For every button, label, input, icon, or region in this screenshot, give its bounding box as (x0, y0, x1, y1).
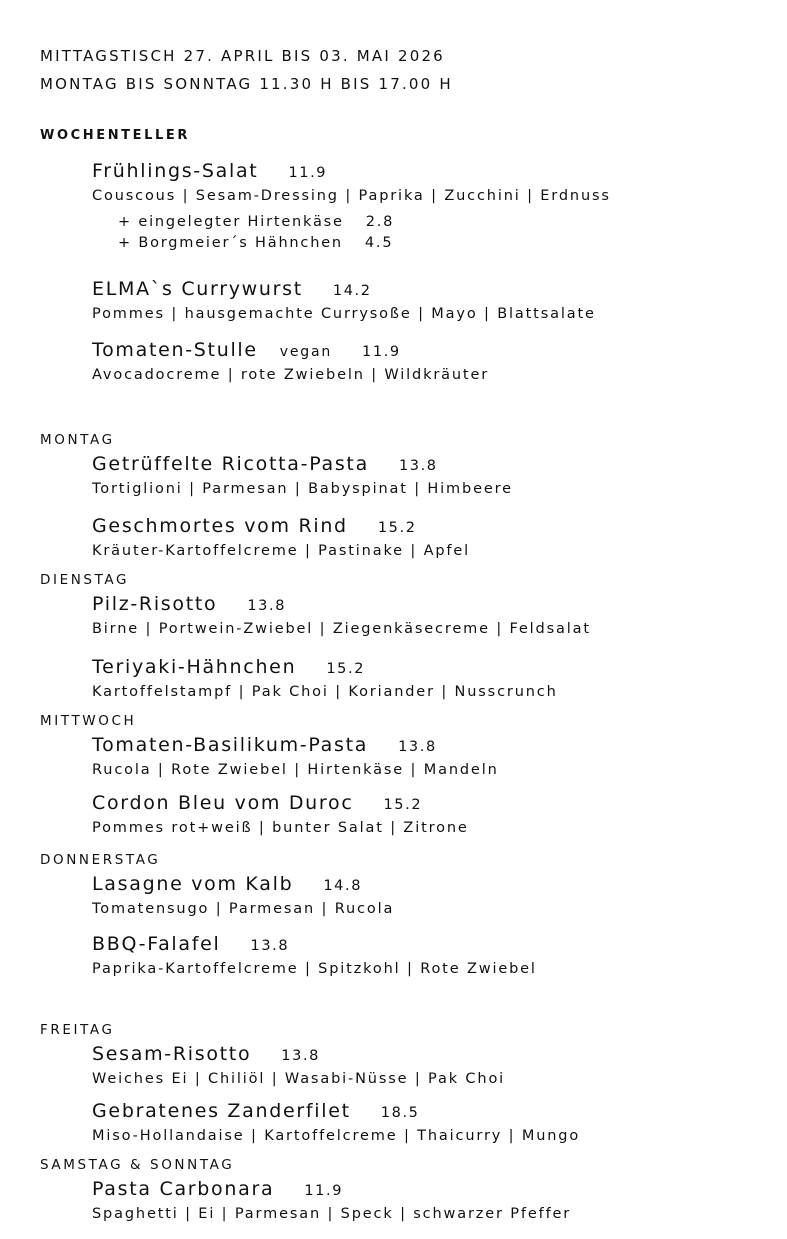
dish-item (92, 656, 558, 700)
dish-name: Frühlings-Salat (92, 160, 259, 182)
dish-tag: vegan (279, 344, 333, 360)
dish-price: 11.9 (362, 344, 401, 360)
dish-item (92, 515, 470, 559)
dish-item (92, 1043, 505, 1087)
dish-description: Birne | Portwein-Zwiebel | Ziegenkäsecreme | Feldsalat (92, 621, 591, 637)
dish-item (92, 160, 611, 204)
extra-label: + eingelegter Hirtenkäse (118, 214, 344, 230)
dish-name: Sesam-Risotto (92, 1043, 252, 1065)
menu-date-range: MITTAGSTISCH 27. APRIL BIS 03. MAI 2026 (40, 47, 445, 65)
dish-description: Kräuter-Kartoffelcreme | Pastinake | Apfel (92, 543, 471, 559)
dish-price: 15.2 (383, 797, 423, 813)
day-heading: MITTWOCH (40, 713, 137, 729)
dish-name: Gebratenes Zanderfilet (92, 1100, 351, 1122)
dish-name: Teriyaki-Hähnchen (92, 656, 297, 678)
dish-item (92, 339, 489, 383)
dish-description: Rucola | Rote Zwiebel | Hirtenkäse | Mandeln (92, 762, 499, 778)
dish-description: Spaghetti | Ei | Parmesan | Speck | schwarzer Pfeffer (92, 1206, 572, 1222)
day-heading: FREITAG (40, 1022, 115, 1038)
dish-price: 15.2 (326, 661, 366, 677)
dish-price: 11.9 (304, 1183, 344, 1199)
dish-name: Lasagne vom Kalb (92, 873, 294, 895)
day-heading: DONNERSTAG (40, 852, 161, 868)
dish-price: 13.8 (281, 1048, 320, 1064)
dish-description: Kartoffelstampf | Pak Choi | Koriander | Nusscrunch (92, 684, 558, 700)
dish-item (92, 873, 394, 917)
dish-name: Cordon Bleu vom Duroc (92, 792, 354, 814)
dish-price: 13.8 (398, 458, 438, 474)
dish-name: BBQ-Falafel (92, 933, 221, 955)
dish-extra (118, 235, 393, 251)
day-heading: SAMSTAG & SONNTAG (40, 1157, 235, 1173)
dish-item (92, 593, 591, 637)
dish-price: 14.2 (332, 283, 372, 299)
day-heading: MONTAG (40, 432, 115, 448)
dish-item (92, 1178, 571, 1222)
dish-description: Couscous | Sesam-Dressing | Paprika | Zucchini | Erdnuss (92, 188, 611, 204)
extra-price: 4.5 (364, 235, 394, 251)
dish-item (92, 792, 469, 836)
dish-description: Avocadocreme | rote Zwiebeln | Wildkräuter (92, 367, 490, 383)
dish-description: Weiches Ei | Chiliöl | Wasabi-Nüsse | Pak Choi (92, 1071, 506, 1087)
dish-name: ELMA`s Currywurst (92, 278, 303, 300)
dish-name: Geschmortes vom Rind (92, 515, 348, 537)
day-heading: DIENSTAG (40, 572, 130, 588)
dish-price: 15.2 (377, 520, 417, 536)
dish-item (92, 453, 513, 497)
dish-item (92, 734, 499, 778)
dish-description: Paprika-Kartoffelcreme | Spitzkohl | Rote Zwiebel (92, 961, 537, 977)
dish-extra (118, 214, 394, 230)
dish-price: 13.8 (398, 739, 437, 755)
dish-item (92, 933, 537, 977)
dish-name: Tomaten-Stulle (92, 339, 258, 361)
section-heading-wochenteller: WOCHENTELLER (40, 128, 190, 143)
menu-opening-hours: MONTAG BIS SONNTAG 11.30 H BIS 17.00 H (40, 75, 453, 93)
dish-price: 11.9 (288, 165, 328, 181)
dish-description: Pommes | hausgemachte Currysoße | Mayo | Blattsalate (92, 306, 596, 322)
dish-name: Pilz-Risotto (92, 593, 218, 615)
dish-price: 18.5 (380, 1105, 420, 1121)
dish-price: 13.8 (247, 598, 287, 614)
extra-label: + Borgmeier´s Hähnchen (118, 235, 343, 251)
dish-description: Tomatensugo | Parmesan | Rucola (92, 901, 395, 917)
dish-name: Getrüffelte Ricotta-Pasta (92, 453, 369, 475)
extra-price: 2.8 (365, 214, 395, 230)
dish-description: Pommes rot+weiß | bunter Salat | Zitrone (92, 820, 469, 836)
dish-price: 14.8 (323, 878, 363, 894)
dish-description: Tortiglioni | Parmesan | Babyspinat | Himbeere (92, 481, 513, 497)
dish-description: Miso-Hollandaise | Kartoffelcreme | Thaicurry | Mungo (92, 1128, 581, 1144)
dish-item (92, 278, 596, 322)
dish-name: Pasta Carbonara (92, 1178, 275, 1200)
dish-item (92, 1100, 580, 1144)
dish-name: Tomaten-Basilikum-Pasta (92, 734, 369, 756)
dish-price: 13.8 (250, 938, 290, 954)
